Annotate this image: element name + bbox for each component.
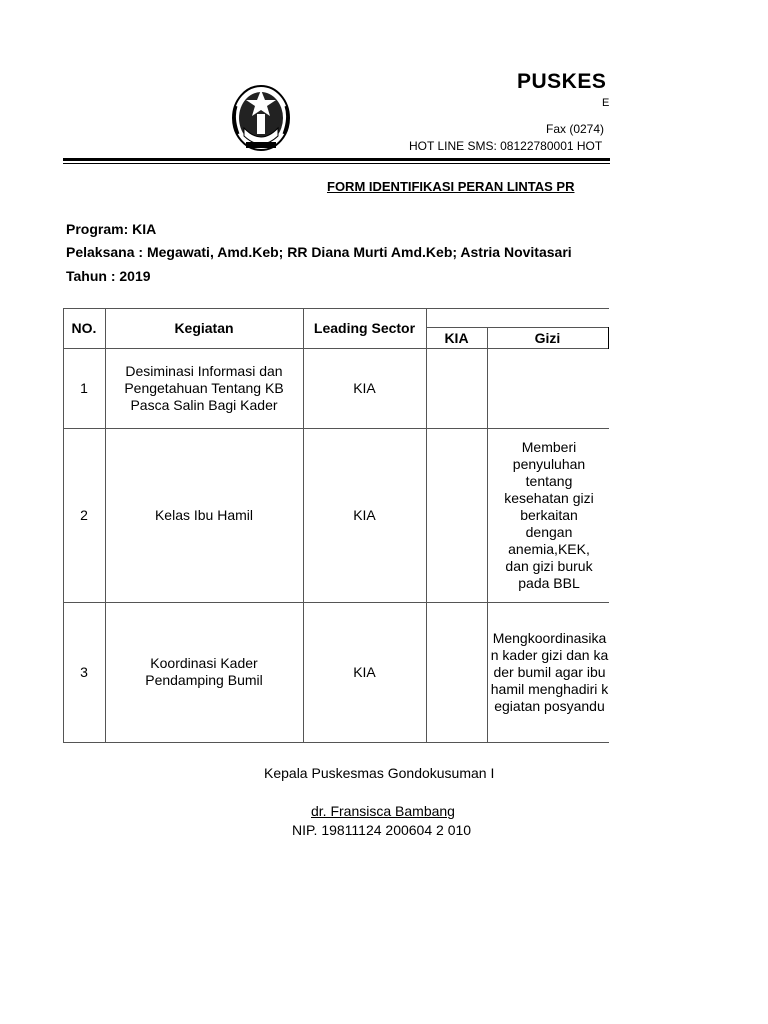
row1-leading-sector: KIA [353,379,376,396]
clinic-name-heading: PUSKES [517,70,607,93]
header-no: NO. [71,319,97,336]
form-title: FORM IDENTIFIKASI PERAN LINTAS PR [327,179,575,194]
row1-kegiatan: Desiminasi Informasi dan Pengetahuan Tentang KB Pasca Salin Bagi Kader [124,362,284,413]
row3-leading-sector: KIA [353,663,376,680]
fax-number: Fax (0274) [546,122,605,136]
row3-kegiatan: Koordinasi Kader Pendamping Bumil [145,655,263,688]
row2-kegiatan: Kelas Ibu Hamil [154,506,254,523]
program-label: Program: KIA [66,221,157,237]
header-kegiatan: Kegiatan [174,319,234,336]
address-line: E [602,97,610,109]
pelaksana-label: Pelaksana : Megawati, Amd.Keb; RR Diana Murti Amd.Keb; Astria Novitasari [66,244,572,260]
row3-no: 3 [80,663,88,680]
row2-leading-sector: KIA [353,506,376,523]
row3-gizi: Mengkoordinasikan kader gizi dan kader bumil agar ibu hamil menghadiri kegiatan posyandu [490,629,609,714]
tahun-label: Tahun : 2019 [66,268,151,284]
row1-kia [426,348,487,428]
signatory-name: dr. Fransisca Bambang [311,803,455,819]
row3-kia [426,602,487,742]
header-gizi: Gizi [534,329,561,346]
table-border-bottom [63,742,609,743]
signatory-position: Kepala Puskesmas Gondokusuman I [264,765,495,781]
header-leading-sector: Leading Sector [313,319,416,336]
row2-kia [426,428,487,602]
hotline-text: HOT LINE SMS: 08122780001 HOT [409,139,603,153]
row2-no: 2 [80,506,88,523]
row1-gizi [487,348,608,428]
signatory-nip: NIP. 19811124 200604 2 010 [292,822,472,838]
table-col-divider [608,327,609,349]
row2-gizi: Memberi penyuluhan tentang kesehatan gizi berkaitan dengan anemia,KEK, dan gizi buruk pada BBL [504,438,594,591]
row1-no: 1 [80,379,88,396]
header-kia: KIA [444,329,469,346]
